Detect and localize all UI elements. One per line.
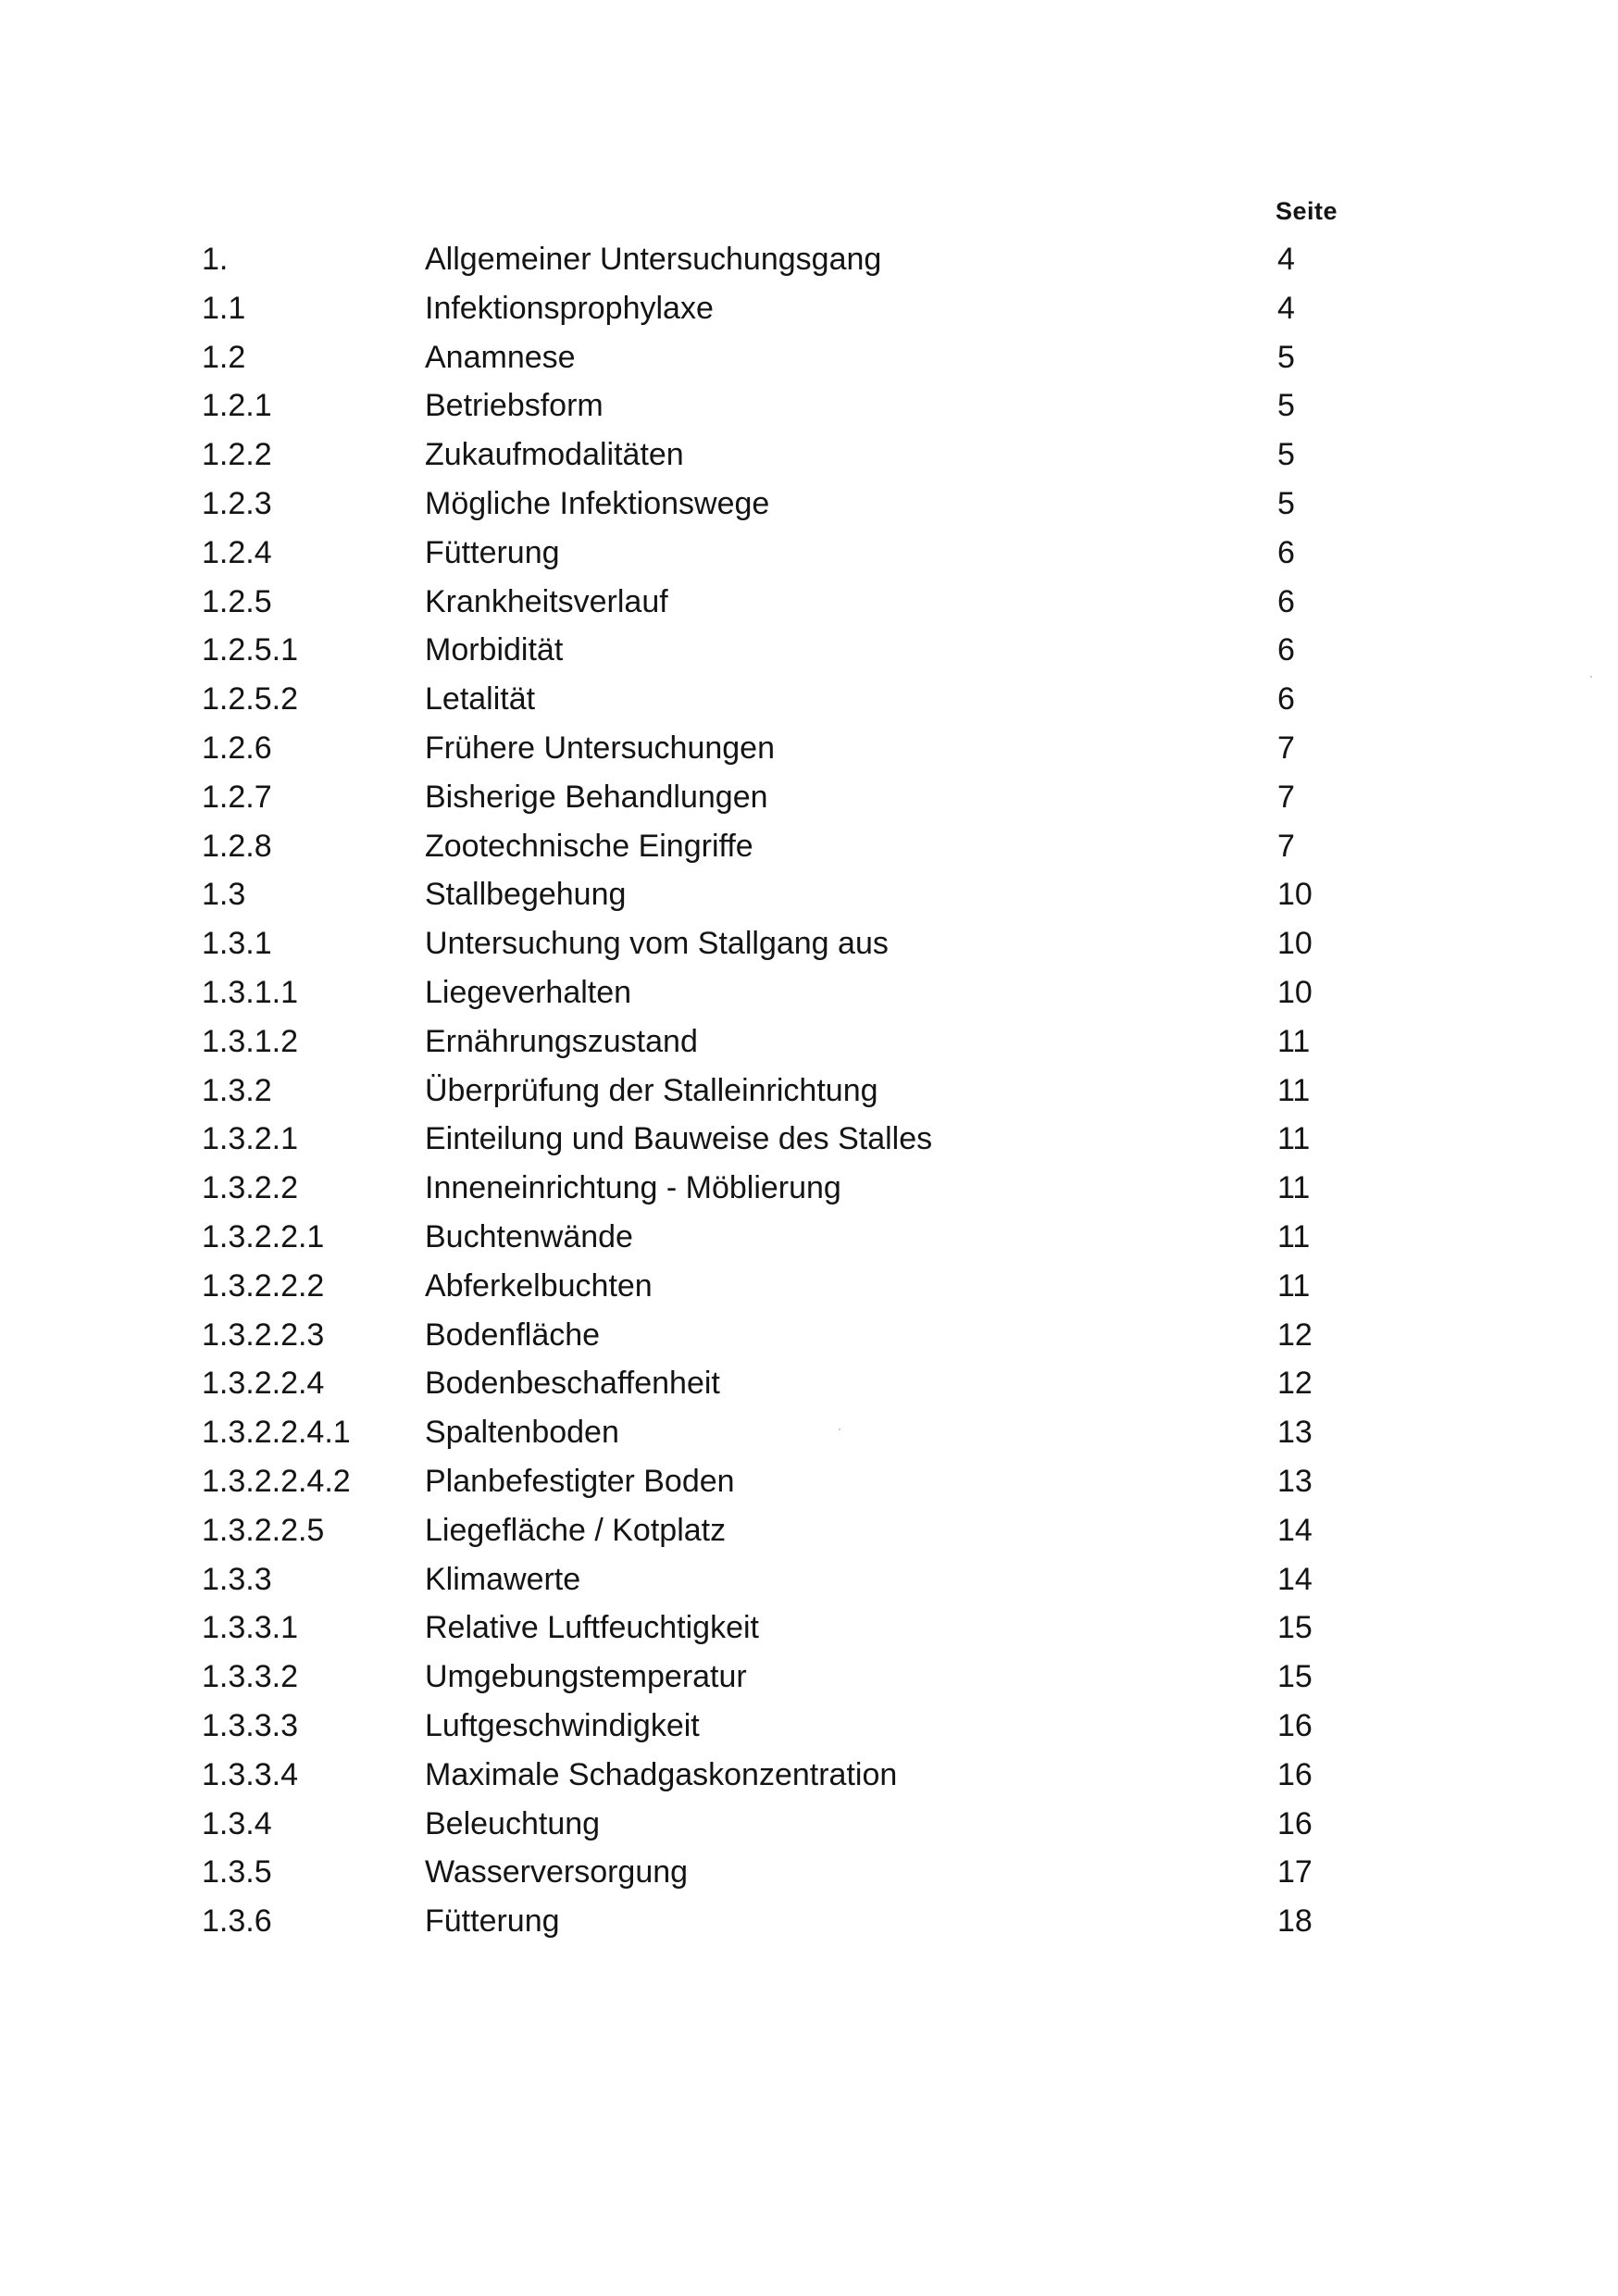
toc-entry <box>0 675 1618 724</box>
toc-entry-page: 10 <box>1277 974 1313 1010</box>
toc-entry <box>0 626 1618 675</box>
toc-entry <box>0 1359 1618 1408</box>
toc-entry <box>0 919 1618 968</box>
toc-entry-number: 1.3.3 <box>202 1561 272 1597</box>
toc-entry <box>0 284 1618 333</box>
toc-entry-number: 1.3.5 <box>202 1854 272 1890</box>
toc-entry-number: 1.2.6 <box>202 730 272 766</box>
toc-entry <box>0 430 1618 480</box>
toc-entry-number: 1.3.1.1 <box>202 974 298 1010</box>
toc-entry-page: 15 <box>1277 1610 1313 1646</box>
toc-entry <box>0 1603 1618 1653</box>
toc-entry-number: 1.3 <box>202 877 246 913</box>
toc-entry-title: Zukaufmodalitäten <box>425 437 684 473</box>
toc-entry-number: 1.2.5 <box>202 583 272 619</box>
toc-entry <box>0 1555 1618 1604</box>
toc-entry-page: 16 <box>1277 1756 1313 1792</box>
toc-entry-title: Einteilung und Bauweise des Stalles <box>425 1121 933 1157</box>
toc-entry <box>0 822 1618 871</box>
toc-entry-page: 15 <box>1277 1659 1313 1695</box>
toc-entry-title: Krankheitsverlauf <box>425 583 668 619</box>
toc-entry <box>0 773 1618 822</box>
toc-entry-page: 11 <box>1277 1170 1311 1206</box>
toc-entry-number: 1.2.7 <box>202 779 272 815</box>
toc-entry-page: 17 <box>1277 1854 1313 1890</box>
toc-entry <box>0 724 1618 773</box>
toc-entry-title: Planbefestigter Boden <box>425 1463 735 1499</box>
toc-entry <box>0 480 1618 529</box>
toc-entry <box>0 529 1618 578</box>
toc-entry-number: 1. <box>202 242 229 277</box>
toc-entry-number: 1.3.2.2.4.1 <box>202 1415 351 1451</box>
toc-entry <box>0 1751 1618 1800</box>
toc-entry-number: 1.3.2 <box>202 1072 272 1108</box>
toc-entry <box>0 1164 1618 1213</box>
toc-entry-number: 1.3.2.2.1 <box>202 1218 325 1254</box>
toc-entry-page: 5 <box>1277 339 1295 375</box>
toc-entry-number: 1.3.1.2 <box>202 1023 298 1059</box>
toc-entry <box>0 1262 1618 1311</box>
toc-entry-title: Beleuchtung <box>425 1805 601 1841</box>
toc-entry-page: 5 <box>1277 388 1295 424</box>
toc-entry-title: Luftgeschwindigkeit <box>425 1707 700 1743</box>
toc-entry-title: Bodenfläche <box>425 1316 601 1353</box>
toc-entry <box>0 1408 1618 1457</box>
toc-entry <box>0 1897 1618 1946</box>
toc-entry-title: Mögliche Infektionswege <box>425 485 770 521</box>
toc-entry-number: 1.2.4 <box>202 534 272 570</box>
table-of-contents <box>0 235 1618 1946</box>
toc-entry-title: Wasserversorgung <box>425 1854 689 1890</box>
toc-entry-number: 1.3.6 <box>202 1903 272 1940</box>
toc-entry-number: 1.2.3 <box>202 485 272 521</box>
toc-entry-number: 1.2.2 <box>202 437 272 473</box>
toc-entry-page: 12 <box>1277 1316 1313 1353</box>
toc-entry-number: 1.3.2.2 <box>202 1170 298 1206</box>
toc-entry-page: 7 <box>1277 828 1295 864</box>
toc-entry-title: Inneneinrichtung - Möblierung <box>425 1170 841 1206</box>
page-column-header: Seite <box>1276 197 1338 225</box>
toc-entry-page: 5 <box>1277 485 1295 521</box>
toc-entry-page: 18 <box>1277 1903 1313 1940</box>
scan-speck <box>1590 676 1592 678</box>
toc-entry-page: 6 <box>1277 534 1295 570</box>
toc-entry <box>0 1311 1618 1360</box>
toc-entry <box>0 1800 1618 1849</box>
toc-entry-page: 13 <box>1277 1463 1313 1499</box>
toc-entry-title: Frühere Untersuchungen <box>425 730 776 766</box>
toc-entry-number: 1.3.3.1 <box>202 1610 298 1646</box>
toc-entry <box>0 1848 1618 1897</box>
toc-entry-title: Morbidität <box>425 632 564 668</box>
toc-entry-page: 6 <box>1277 632 1295 668</box>
toc-entry-page: 16 <box>1277 1805 1313 1841</box>
toc-entry-title: Liegefläche / Kotplatz <box>425 1512 727 1548</box>
toc-entry-page: 11 <box>1277 1218 1311 1254</box>
toc-entry <box>0 870 1618 919</box>
toc-entry-title: Klimawerte <box>425 1561 581 1597</box>
toc-entry-page: 10 <box>1277 926 1313 962</box>
toc-entry-number: 1.2.8 <box>202 828 272 864</box>
toc-entry-title: Bisherige Behandlungen <box>425 779 768 815</box>
toc-entry-number: 1.2.5.1 <box>202 632 298 668</box>
toc-entry-title: Ernährungszustand <box>425 1023 698 1059</box>
toc-entry-number: 1.2.1 <box>202 388 272 424</box>
toc-entry-number: 1.3.2.2.4 <box>202 1366 325 1402</box>
toc-entry-number: 1.3.3.3 <box>202 1707 298 1743</box>
scan-speck <box>839 1429 840 1430</box>
toc-entry <box>0 1115 1618 1164</box>
toc-entry <box>0 1067 1618 1116</box>
toc-entry-page: 10 <box>1277 877 1313 913</box>
toc-entry <box>0 1506 1618 1555</box>
toc-entry-title: Fütterung <box>425 534 560 570</box>
toc-entry <box>0 235 1618 284</box>
toc-entry <box>0 1213 1618 1262</box>
toc-entry-number: 1.3.4 <box>202 1805 272 1841</box>
toc-entry <box>0 1702 1618 1751</box>
toc-entry-page: 16 <box>1277 1707 1313 1743</box>
toc-entry-page: 7 <box>1277 730 1295 766</box>
toc-entry-title: Buchtenwände <box>425 1218 633 1254</box>
toc-entry-title: Anamnese <box>425 339 576 375</box>
toc-entry-title: Zootechnische Eingriffe <box>425 828 753 864</box>
toc-entry-title: Allgemeiner Untersuchungsgang <box>425 242 882 277</box>
toc-entry-number: 1.3.2.2.4.2 <box>202 1463 351 1499</box>
toc-entry <box>0 333 1618 382</box>
toc-entry <box>0 1457 1618 1506</box>
toc-entry-title: Untersuchung vom Stallgang aus <box>425 926 889 962</box>
toc-entry-number: 1.2 <box>202 339 246 375</box>
toc-entry-page: 5 <box>1277 437 1295 473</box>
toc-entry-number: 1.3.3.2 <box>202 1659 298 1695</box>
toc-entry <box>0 381 1618 430</box>
toc-entry-page: 12 <box>1277 1366 1313 1402</box>
toc-entry-title: Relative Luftfeuchtigkeit <box>425 1610 759 1646</box>
toc-entry-title: Infektionsprophylaxe <box>425 290 714 326</box>
toc-entry-title: Überprüfung der Stalleinrichtung <box>425 1072 878 1108</box>
toc-entry-page: 7 <box>1277 779 1295 815</box>
toc-entry-page: 11 <box>1277 1023 1311 1059</box>
toc-entry-number: 1.3.2.2.2 <box>202 1267 325 1304</box>
toc-entry-page: 4 <box>1277 242 1295 277</box>
toc-entry-page: 11 <box>1277 1121 1311 1157</box>
toc-entry-page: 6 <box>1277 583 1295 619</box>
toc-entry-page: 13 <box>1277 1415 1313 1451</box>
toc-entry-page: 4 <box>1277 290 1295 326</box>
toc-entry-title: Spaltenboden <box>425 1415 619 1451</box>
toc-entry-page: 11 <box>1277 1072 1311 1108</box>
toc-entry-title: Umgebungstemperatur <box>425 1659 747 1695</box>
toc-entry-number: 1.1 <box>202 290 246 326</box>
toc-entry-title: Fütterung <box>425 1903 560 1940</box>
toc-entry-title: Abferkelbuchten <box>425 1267 653 1304</box>
toc-entry-number: 1.3.2.1 <box>202 1121 298 1157</box>
toc-entry-number: 1.3.3.4 <box>202 1756 298 1792</box>
toc-entry-title: Liegeverhalten <box>425 974 632 1010</box>
toc-entry <box>0 968 1618 1017</box>
toc-entry-title: Letalität <box>425 681 536 718</box>
toc-entry-number: 1.3.2.2.3 <box>202 1316 325 1353</box>
toc-entry <box>0 1653 1618 1702</box>
toc-entry <box>0 578 1618 627</box>
toc-entry-page: 6 <box>1277 681 1295 718</box>
toc-entry-page: 11 <box>1277 1267 1311 1304</box>
toc-entry-number: 1.3.1 <box>202 926 272 962</box>
toc-entry-page: 14 <box>1277 1561 1313 1597</box>
toc-entry-number: 1.2.5.2 <box>202 681 298 718</box>
toc-entry-title: Bodenbeschaffenheit <box>425 1366 720 1402</box>
toc-entry-title: Maximale Schadgaskonzentration <box>425 1756 898 1792</box>
toc-entry-title: Stallbegehung <box>425 877 627 913</box>
toc-entry <box>0 1017 1618 1067</box>
toc-entry-number: 1.3.2.2.5 <box>202 1512 325 1548</box>
toc-entry-page: 14 <box>1277 1512 1313 1548</box>
toc-entry-title: Betriebsform <box>425 388 604 424</box>
